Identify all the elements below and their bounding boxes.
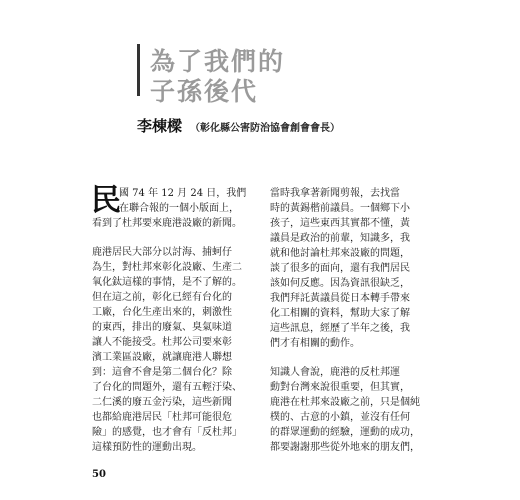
text-line: 險」的感覺，也才會有「反杜邦」	[92, 427, 242, 438]
text-line: 該如何反應。因為資訊很缺乏，	[270, 278, 410, 289]
drop-cap: 民	[91, 183, 121, 218]
text-line: 我們拜託黃議員從日本轉手帶來	[270, 293, 410, 304]
page-number: 50	[92, 469, 106, 480]
text-line: 工廠，台化生產出來的，刺激性	[92, 307, 232, 318]
article-title-line-2: 子孫後代	[150, 77, 259, 106]
paragraph	[270, 186, 428, 351]
article-title-line-1: 為了我們的	[150, 47, 286, 76]
title-accent-bar	[137, 44, 140, 96]
text-line: 看到了杜邦要來鹿港設廠的新聞。	[92, 218, 242, 229]
text-line: 樸的、古意的小鎮，並沒有任何	[270, 412, 410, 423]
text-line: 這樣預防性的運動出現。	[92, 442, 202, 453]
text-line: 到：這會不會是第二個台化？除	[92, 367, 232, 378]
text-line: 的群眾運動的經驗，運動的成功，	[270, 427, 420, 438]
paragraph	[91, 183, 252, 231]
text-line: 時的黃錫楷前議員。一個鄉下小	[270, 203, 410, 214]
text-line: 化工相關的資料，幫助大家了解	[270, 308, 410, 319]
text-line: 這些訊息，經歷了半年之後，我	[270, 323, 410, 334]
text-line: 們才有相關的動作。	[270, 338, 360, 349]
text-line: 鹿港居民大部分以討海、捕蚵仔	[92, 247, 232, 258]
paragraph	[92, 245, 252, 455]
text-line: 當時我拿著新聞剪報，去找當	[270, 188, 400, 199]
text-line: 在聯合報的一個小版面上，	[119, 203, 239, 214]
text-line: 動對台灣來說很重要，但其實，	[270, 382, 410, 393]
text-line: 鹿港在杜邦來設廠之前，只是個純	[270, 397, 420, 408]
text-line: 讓人不能接受。杜邦公司要來彰	[92, 337, 232, 348]
text-line: 議員是政治的前輩，知識多，我	[270, 233, 410, 244]
left-column	[91, 183, 252, 455]
text-line: 知識人會說，鹿港的反杜邦運	[270, 367, 400, 378]
text-line: 二仁溪的廢五金污染，這些新聞	[92, 397, 232, 408]
text-line: 了台化的問題外，還有五輕汙染、	[92, 382, 242, 393]
text-line: 氧化鈦這樣的事情，是不了解的。	[92, 277, 242, 288]
text-line: 談了很多的面向，還有我們居民	[270, 263, 410, 274]
text-line: 就和他討論杜邦來設廠的問題，	[270, 248, 410, 259]
text-line: 都要謝謝那些從外地來的朋友們，	[270, 442, 420, 453]
author-name: 李棟樑	[137, 117, 183, 135]
text-line: 國 74 年 12 月 24 日，我們	[119, 188, 247, 199]
author-byline	[137, 115, 340, 136]
text-line: 為生，對杜邦來彰化設廠、生產二	[92, 262, 242, 273]
text-line: 但在這之前，彰化已經有台化的	[92, 292, 232, 303]
text-line: 也都給鹿港居民「杜邦可能很危	[92, 412, 232, 423]
right-column	[270, 186, 428, 455]
text-line: 濱工業區設廠，就讓鹿港人聯想	[92, 352, 232, 363]
text-line: 孩子，這些東西其實都不懂，黃	[270, 218, 410, 229]
paragraph	[270, 365, 428, 455]
text-line: 的東西，排出的廢氣、臭氣味道	[92, 322, 232, 333]
author-role: （彰化縣公害防治協會創會會長）	[190, 123, 341, 134]
